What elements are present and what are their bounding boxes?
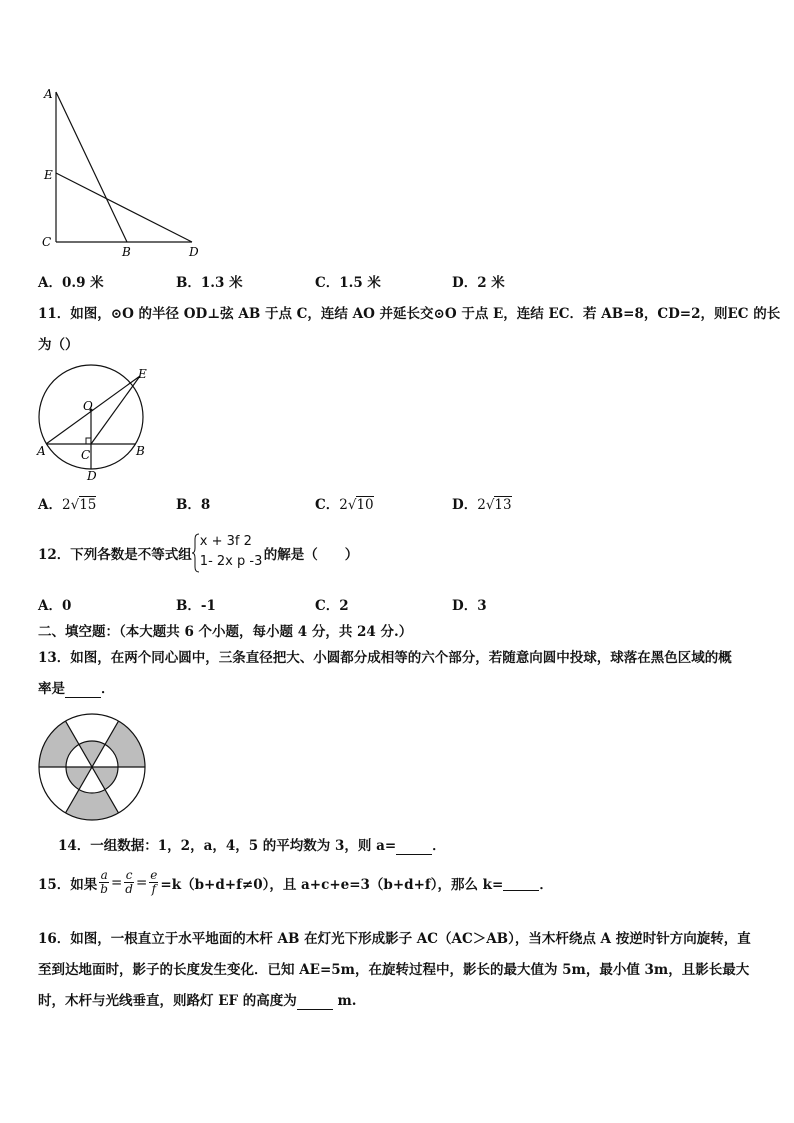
q15-stem: 15．如果 $\frac{a}{b}$ = $\frac{c}{d}$ = $\frac{e}{f}$ =k（b+d+f≠0），且 a+c+e=3（b+d+f），那么 k= ． xyxy=(38,868,553,896)
sqrt-icon: √ xyxy=(70,497,80,513)
sqrt-expression: 2√15 xyxy=(61,497,97,513)
q12-option-d[interactable]: D．3 xyxy=(452,598,487,614)
q13-concentric-circles-figure xyxy=(36,711,148,823)
label-B: B xyxy=(136,444,145,458)
q16-stem-line1: 16．如图，一根直立于水平地面的木杆 AB 在灯光下形成影子 AC（AC＞AB），当木杆绕点 A 按逆时针方向旋转，直 xyxy=(38,931,751,947)
label-D: D xyxy=(189,245,199,259)
system-row-1: x + 3f 2 xyxy=(199,534,252,549)
sqrt-icon: √ xyxy=(485,497,495,513)
label-O: O xyxy=(83,399,93,413)
q12-option-c[interactable]: C．2 xyxy=(315,598,349,614)
sqrt-expression: 2√10 xyxy=(339,497,374,513)
label-C: C xyxy=(42,235,52,249)
q11-option-a[interactable]: A．2√15 xyxy=(38,497,97,513)
label-A: A xyxy=(37,444,46,458)
fraction-c-d: $\frac{c}{d}$ xyxy=(125,868,133,896)
answer-blank[interactable] xyxy=(503,874,539,891)
q11-option-d[interactable]: D．2√13 xyxy=(452,497,512,513)
label-B: B xyxy=(122,245,131,259)
label-D: D xyxy=(87,469,97,483)
inequality-system xyxy=(192,533,264,573)
q10-option-d[interactable]: D．2 米 xyxy=(452,275,505,291)
q10-triangle-figure xyxy=(36,80,211,262)
left-brace-icon xyxy=(192,533,200,573)
system-row-2: 1- 2x p -3 xyxy=(199,554,263,569)
q11-circle-figure xyxy=(30,362,160,484)
sqrt-icon: √ xyxy=(347,497,357,513)
q10-option-c[interactable]: C．1.5 米 xyxy=(315,275,381,291)
label-E: E xyxy=(44,168,53,182)
q13-stem-line2: 率是 ． xyxy=(38,681,115,697)
q11-option-c[interactable]: C．2√10 xyxy=(315,497,374,513)
fraction-a-b: $\frac{a}{b}$ xyxy=(100,868,108,896)
q14-stem: 14．一组数据：1，2，a，4，5 的平均数为 3，则 a= ． xyxy=(58,838,446,854)
answer-blank[interactable] xyxy=(396,838,432,855)
label-C: C xyxy=(81,448,91,462)
q10-option-b[interactable]: B．1.3 米 xyxy=(176,275,243,291)
q12-option-a[interactable]: A．0 xyxy=(38,598,72,614)
label-E: E xyxy=(138,367,147,381)
section-heading: 二、填空题：（本大题共 6 个小题，每小题 4 分，共 24 分.） xyxy=(38,624,413,640)
q16-stem-line3: 时，木杆与光线垂直，则路灯 EF 的高度为 m. xyxy=(38,993,357,1009)
sqrt-expression: 2√13 xyxy=(477,497,512,513)
q10-option-a[interactable]: A．0.9 米 xyxy=(38,275,104,291)
q16-stem-line2: 至到达地面时，影子的长度发生变化．已知 AE=5m，在旋转过程中，影长的最大值为 5m，最小值 3m，且影长最大 xyxy=(38,962,750,978)
answer-blank[interactable] xyxy=(297,993,333,1010)
q13-stem-line1: 13．如图，在两个同心圆中，三条直径把大、小圆都分成相等的六个部分，若随意向圆中投球，球落在黑色区域的概 xyxy=(38,650,732,666)
q12-stem: 12．下列各数是不等式组 x + 3f 2 1- 2x p -3 的解是（ ） xyxy=(38,533,358,573)
q11-stem-line1: 11．如图，⊙O 的半径 OD⊥弦 AB 于点 C，连结 AO 并延长交⊙O 于点 E，连结 EC．若 AB=8，CD=2，则EC 的长 xyxy=(38,306,781,322)
label-A: A xyxy=(44,87,53,101)
answer-blank[interactable] xyxy=(65,681,101,698)
q11-option-b[interactable]: B．8 xyxy=(176,497,211,513)
q11-stem-line2: 为（） xyxy=(38,337,79,353)
q12-option-b[interactable]: B．-1 xyxy=(176,598,216,614)
fraction-e-f: $\frac{e}{f}$ xyxy=(150,868,158,896)
